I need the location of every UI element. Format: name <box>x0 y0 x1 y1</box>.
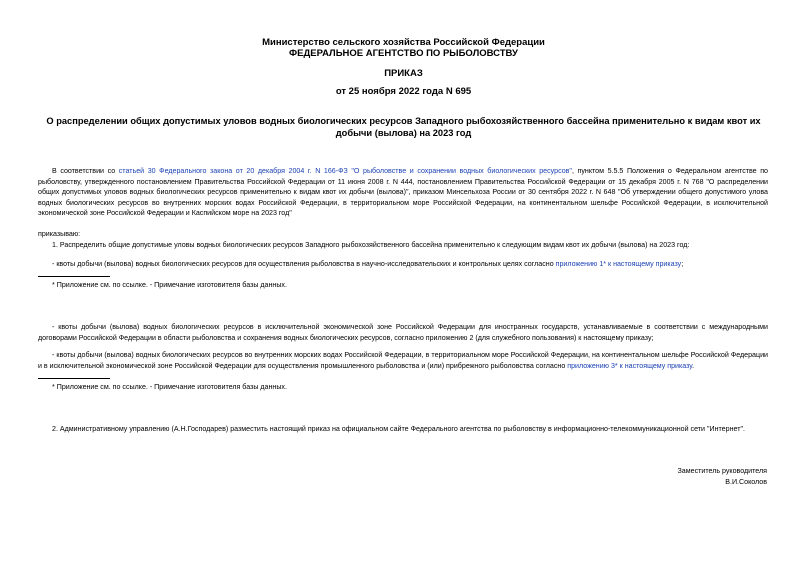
quota-3-end: . <box>692 361 695 370</box>
appendix-1-link[interactable]: приложению 1* к настоящему приказу <box>555 260 682 268</box>
quota-3-text: - квоты добычи (вылова) водных биологических ресурсов во внутренних морских водах Российской Федерации, в территориальном море Российской Федерации, на континентальном шельфе Российской Федерации и в исключительной экономической зоне Российской Федерации для осуществления промышленного рыболовства и (или) прибрежного рыболовства согласно <box>38 351 768 370</box>
preamble-rest: , пунктом 5.5.5 Положения о Федеральном агентстве по рыболовству, утвержденного постановлением Правительства Российской Федерации от 11 июня 2008 г. N 444, постановлением Правительства Российской Федерации от 15 декабря 2005 г. N 768 "О распределении общих допустимых уловов водных биологических ресурсов применительно к видам квот их добычи (вылова)", приказом Минсельхоза России от 30 сентября 2022 г. N 648 "Об утверждении общего допустимого улова водных биологических ресурсов во внутренних морских водах Российской Федерации, в территориальном море Российской Федерации, на континентальном шельфе Российской Федерации, в исключительной экономической зоне Российской Федерации и Каспийском море на 2023 год" <box>38 167 768 217</box>
footnote-2: * Приложение см. по ссылке. - Примечание изготовителя базы данных. <box>52 383 287 391</box>
order-word: приказываю: <box>38 230 81 238</box>
document-title: О распределении общих допустимых уловов водных биологических ресурсов Западного рыбохозяйственного бассейна применительно к видам квот их добычи (вылова) на 2023 год <box>46 116 761 138</box>
law-article-link[interactable]: статьей 30 Федерального закона от 20 декабря 2004 г. N 166-ФЗ "О рыболовстве и сохранении водных биологических ресурсов" <box>118 167 572 175</box>
footnote-rule <box>38 378 110 379</box>
document-date-number: от 25 ноября 2022 года N 695 <box>335 86 472 97</box>
ministry-name: Министерство сельского хозяйства Российской Федерации <box>262 37 545 48</box>
footnote-rule <box>38 276 110 277</box>
item-1: 1. Распределить общие допустимые уловы водных биологических ресурсов Западного рыбохозяйственного бассейна применительно к следующим видам квот их добычи (вылова) на 2023 год: <box>52 241 690 249</box>
quota-3 <box>38 350 768 371</box>
document-type: ПРИКАЗ <box>384 68 423 79</box>
item-2: 2. Административному управлению (А.Н.Господарев) разместить настоящий приказ на официальном сайте Федерального агентства по рыболовству в информационно-телекоммуникационной сети "Интернет". <box>52 425 745 433</box>
quota-1 <box>38 259 768 270</box>
footnote-1: * Приложение см. по ссылке. - Примечание изготовителя базы данных. <box>52 281 287 289</box>
signatory-position: Заместитель руководителя <box>677 467 767 475</box>
quota-2: - квоты добычи (вылова) водных биологических ресурсов в исключительной экономической зоне Российской Федерации для иностранных государств, устанавливаемые в соответствии с международными договорами Российской Федерации в области рыболовства и сохранения водных биологических ресурсов, согласно приложению 2 (для служебного пользования) к настоящему приказу; <box>38 323 768 342</box>
signatory-name: В.И.Соколов <box>725 478 767 486</box>
preamble-lead: В соответствии со <box>52 167 119 175</box>
preamble-paragraph <box>38 166 768 219</box>
agency-name: ФЕДЕРАЛЬНОЕ АГЕНТСТВО ПО РЫБОЛОВСТВУ <box>289 48 518 59</box>
appendix-3-link[interactable]: приложению 3* к настоящему приказу <box>567 361 693 370</box>
quota-1-text: - квоты добычи (вылова) водных биологических ресурсов для осуществления рыболовства в научно-исследовательских и контрольных целях согласно <box>52 260 556 268</box>
quota-1-end: ; <box>681 260 684 268</box>
